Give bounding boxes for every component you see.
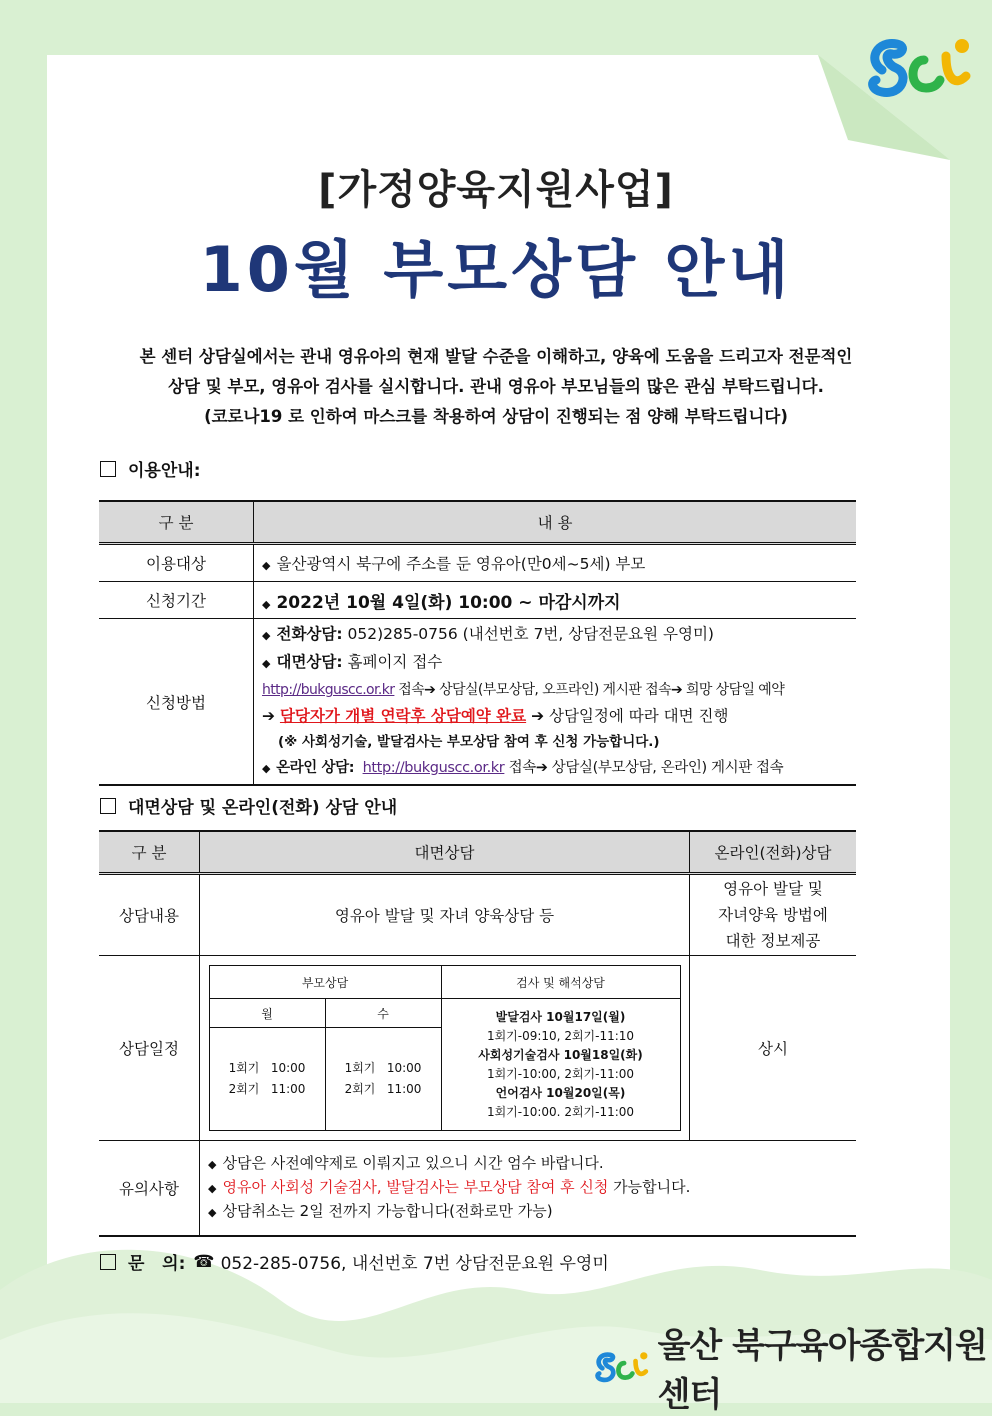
wednesday-times [325, 1028, 441, 1131]
target-text: 울산광역시 북구에 주소를 둔 영유아(만0세~5세) 부모 [276, 555, 646, 573]
section-usage-heading [100, 456, 201, 481]
table-header-online: 온라인(전화)상담 [690, 831, 857, 874]
time-slot: 2회기 11:00 [228, 1082, 306, 1096]
center-name: 울산 북구육아종합지원센터 [657, 1326, 987, 1415]
phone-value: 052)285-0756 (내선번호 7번, 상담전문요원 우영미) [347, 625, 714, 643]
schedule-face [200, 956, 690, 1141]
period-text: 2022년 10월 4일(화) 10:00 ~ 마감시까지 [276, 592, 621, 613]
time-slot: 1회기 10:00 [228, 1061, 306, 1075]
method-visit-path [262, 677, 848, 703]
diamond-bullet-icon: ◆ [208, 1182, 217, 1195]
diamond-bullet-icon: ◆ [262, 657, 271, 670]
parent-consult-header: 부모상담 [209, 966, 441, 999]
row-label-notes: 유의사항 [99, 1141, 200, 1237]
table-row [99, 544, 856, 582]
row-value-target [254, 544, 857, 582]
note-text: 상담은 사전예약제로 이뤄지고 있으니 시간 엄수 바랍니다. [222, 1154, 604, 1172]
arrow-icon: ➔ [262, 707, 275, 725]
test-schedule [441, 999, 680, 1131]
intro-line: (코로나19 로 인하여 마스크를 착용하여 상담이 진행되는 점 양해 부탁드립니다) [204, 407, 788, 426]
method-online [262, 755, 848, 782]
content-online [690, 874, 857, 956]
center-logo [592, 1318, 992, 1416]
visit-path: 접속➔ 상담실(부모상담, 오프라인) 게시판 접속➔ 희망 상담일 예약 [398, 682, 785, 698]
monday-times [209, 1028, 325, 1131]
table-header-content: 내 용 [254, 501, 857, 544]
checkbox-square-icon [100, 798, 116, 814]
schedule-inner-table [209, 965, 681, 1131]
notes-list [200, 1141, 857, 1237]
contact-line [100, 1249, 609, 1274]
note-item [208, 1176, 855, 1200]
staff-contact-text: 담당자가 개별 연락후 상담예약 완료 [279, 707, 527, 725]
online-label: 온라인 상담: [276, 760, 355, 776]
homepage-link[interactable]: http://bukguscc.or.kr [262, 682, 395, 698]
note-text: 가능합니다. [613, 1178, 691, 1196]
test-name: 발달검사 10월17일(월) [495, 1009, 626, 1024]
wednesday-header: 수 [325, 999, 441, 1028]
row-value-period [254, 582, 857, 619]
phone-label: 전화상담: [276, 625, 343, 643]
diamond-bullet-icon: ◆ [262, 559, 271, 572]
method-visit [262, 649, 848, 677]
test-times: 1회기-10:00, 2회기-11:00 [486, 1066, 635, 1081]
contact-value: 052-285-0756, 내선번호 7번 상담전문요원 우영미 [220, 1254, 609, 1274]
table-row [99, 956, 856, 1141]
section-consult-heading [100, 793, 397, 818]
homepage-link-online[interactable]: http://bukguscc.or.kr [362, 760, 505, 776]
usage-table [99, 500, 856, 786]
page-title: [가정양육지원사업] [318, 167, 674, 213]
row-value-method [254, 619, 857, 786]
table-row [99, 1141, 856, 1237]
content-face: 영유아 발달 및 자녀 양육상담 등 [200, 874, 690, 956]
visit-label: 대면상담: [276, 653, 343, 671]
diamond-bullet-icon: ◆ [262, 762, 271, 775]
method-note: (※ 사회성기술, 발달검사는 부모상담 참여 후 신청 가능합니다.) [278, 734, 660, 750]
intro-line: 본 센터 상담실에서는 관내 영유아의 현재 발달 수준을 이해하고, 양육에 도움을 드리고자 전문적인 [139, 347, 853, 366]
table-row [99, 582, 856, 619]
row-label-method: 신청방법 [99, 619, 254, 786]
diamond-bullet-icon: ◆ [208, 1206, 217, 1219]
table-header-face: 대면상담 [200, 831, 690, 874]
method-phone [262, 621, 848, 649]
phone-icon: ☎ [193, 1251, 215, 1272]
contact-label: 문 의: [128, 1254, 186, 1274]
row-label-content: 상담내용 [99, 874, 200, 956]
note-text: 상담취소는 2일 전까지 가능합니다(전화로만 가능) [222, 1202, 553, 1220]
center-logo-icon [592, 1341, 652, 1393]
schedule-online: 상시 [690, 956, 857, 1141]
table-header-gubun: 구 분 [99, 501, 254, 544]
diamond-bullet-icon: ◆ [262, 597, 271, 611]
table-row [99, 619, 856, 786]
consult-table [99, 830, 856, 1237]
intro-text [60, 342, 932, 432]
test-times: 1회기-09:10, 2회기-11:10 [486, 1028, 635, 1043]
visit-value: 홈페이지 접수 [347, 653, 443, 671]
row-label-schedule: 상담일정 [99, 956, 200, 1141]
time-slot: 1회기 10:00 [344, 1061, 422, 1075]
row-label-period: 신청기간 [99, 582, 254, 619]
test-consult-header: 검사 및 해석상담 [441, 966, 680, 999]
method-staff-contact [262, 703, 848, 729]
content-online-line: 자녀양육 방법에 [718, 906, 828, 924]
table-header-gubun: 구 분 [99, 831, 200, 874]
section-heading-text: 대면상담 및 온라인(전화) 상담 안내 [128, 798, 398, 818]
online-path: 접속➔ 상담실(부모상담, 온라인) 게시판 접속 [508, 760, 784, 776]
test-times: 1회기-10:00. 2회기-11:00 [486, 1104, 635, 1119]
note-text-red: 영유아 사회성 기술검사, 발달검사는 부모상담 참여 후 신청 [222, 1178, 609, 1196]
checkbox-square-icon [100, 1254, 116, 1270]
section-heading-text: 이용안내: [128, 461, 201, 481]
test-name: 사회성기술검사 10월18일(화) [478, 1047, 643, 1062]
center-logo-icon [862, 30, 977, 105]
content-online-line: 대한 정보제공 [725, 932, 821, 950]
after-contact-text: ➔ 상담일정에 따라 대면 진행 [531, 707, 729, 725]
test-name: 언어검사 10월20일(목) [495, 1085, 626, 1100]
checkbox-square-icon [100, 461, 116, 477]
content-online-line: 영유아 발달 및 [723, 880, 823, 898]
monday-header: 월 [209, 999, 325, 1028]
diamond-bullet-icon: ◆ [262, 629, 271, 642]
page-subtitle: 10월 부모상담 안내 [199, 233, 793, 306]
intro-line: 상담 및 부모, 영유아 검사를 실시합니다. 관내 영유아 부모님들의 많은 관심 부탁드립니다. [168, 377, 824, 396]
note-item [208, 1200, 855, 1224]
diamond-bullet-icon: ◆ [208, 1158, 217, 1171]
note-item [208, 1152, 855, 1176]
table-row [99, 874, 856, 956]
time-slot: 2회기 11:00 [344, 1082, 422, 1096]
row-label-target: 이용대상 [99, 544, 254, 582]
